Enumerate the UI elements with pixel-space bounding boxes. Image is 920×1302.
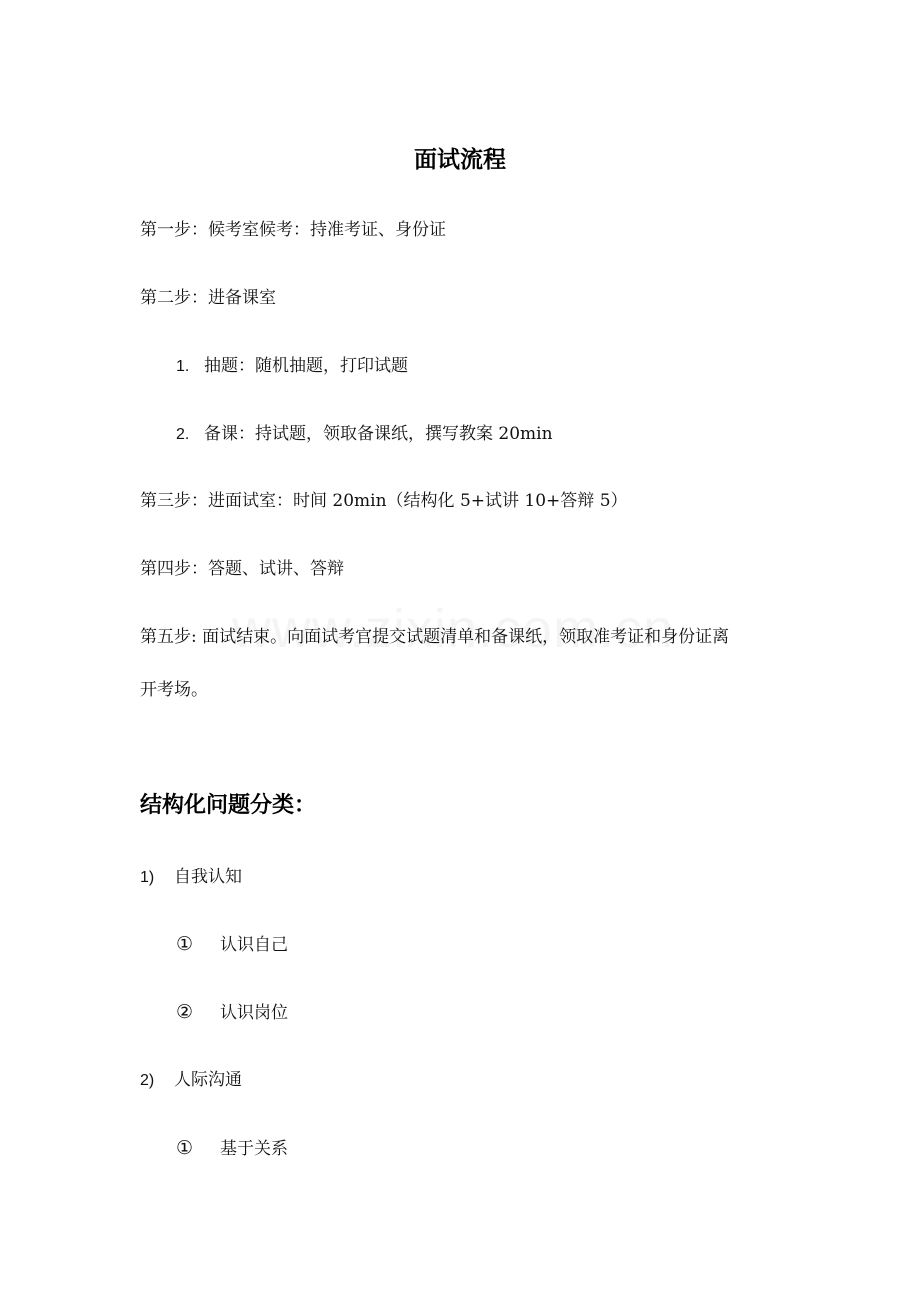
prep-item-1 <box>176 355 408 378</box>
step-5-continued: 开考场。 <box>140 680 208 700</box>
sub-item-text: 认识岗位 <box>220 1003 288 1023</box>
list-marker: 2. <box>176 426 190 443</box>
sub-item-text: 基于关系 <box>220 1139 288 1159</box>
category-text: 人际沟通 <box>174 1070 242 1090</box>
category-2 <box>140 1069 242 1092</box>
circled-number-marker: ① <box>176 1137 194 1159</box>
circled-number-marker: ① <box>176 933 194 955</box>
page-title: 面试流程 <box>414 147 506 173</box>
step-5: 第五步: 面试结束。向面试考官提交试题清单和备课纸，领取准考证和身份证离 <box>140 627 730 647</box>
sub-item-3 <box>176 1137 288 1160</box>
section-heading: 结构化问题分类： <box>140 793 317 818</box>
prep-item-2 <box>176 423 553 446</box>
list-marker: 2) <box>140 1072 155 1089</box>
step-1: 第一步：候考室候考：持准考证、身份证 <box>140 220 446 240</box>
prep-item-text: 备课：持试题，领取备课纸，撰写教案 20min <box>204 424 553 444</box>
sub-item-text: 认识自己 <box>220 935 288 955</box>
step-3: 第三步：进面试室：时间 20min（结构化 5+试讲 10+答辩 5） <box>140 491 628 511</box>
prep-item-text: 抽题：随机抽题，打印试题 <box>204 356 408 376</box>
step-2: 第二步：进备课室 <box>140 288 276 308</box>
category-1 <box>140 866 242 889</box>
list-marker: 1. <box>176 358 190 375</box>
circled-number-marker: ② <box>176 1001 194 1023</box>
sub-item-1 <box>176 933 288 956</box>
sub-item-2 <box>176 1001 288 1024</box>
list-marker: 1) <box>140 869 155 886</box>
step-4: 第四步：答题、试讲、答辩 <box>140 559 344 579</box>
category-text: 自我认知 <box>174 867 242 887</box>
